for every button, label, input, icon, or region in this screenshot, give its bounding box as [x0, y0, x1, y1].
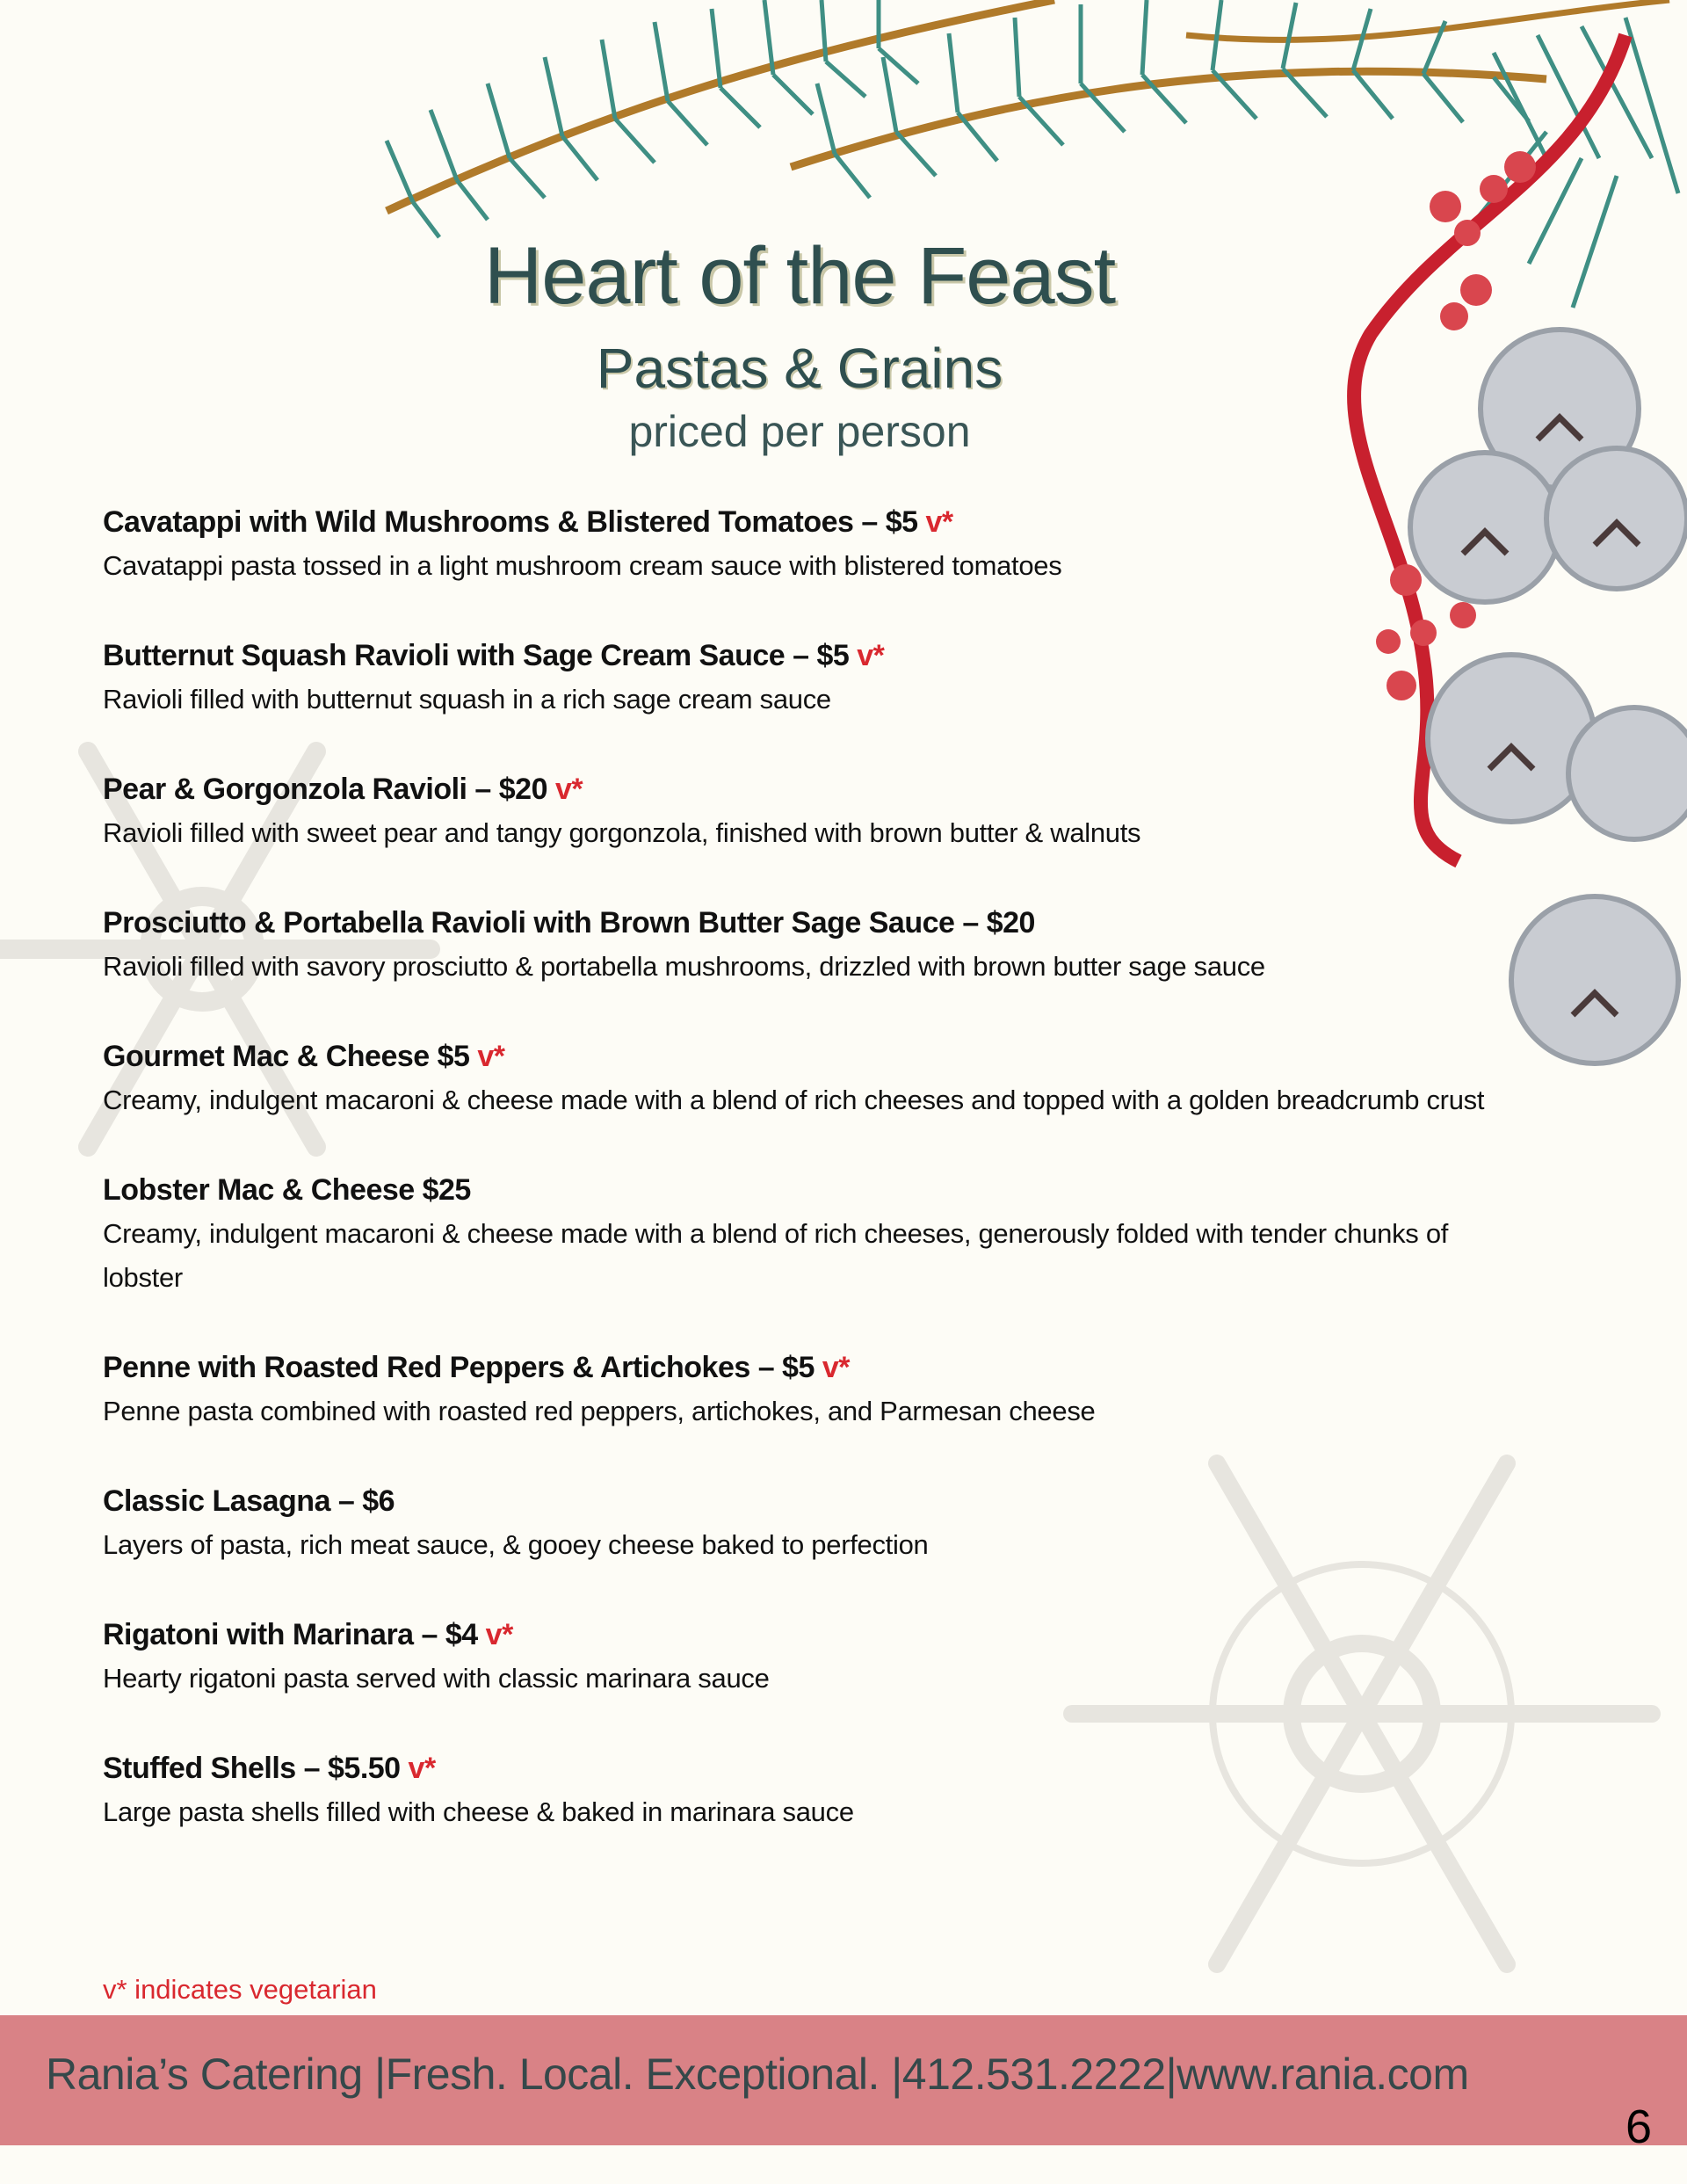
item-description: Creamy, indulgent macaroni & cheese made with a blend of rich cheeses, generously folded with tender chunks of lobster [103, 1218, 1449, 1293]
item-description: Ravioli filled with savory prosciutto & portabella mushrooms, drizzled with brown butter sage sauce [103, 951, 1265, 982]
page-title: Heart of the Feast [483, 231, 1116, 321]
vegetarian-badge: v* [857, 639, 885, 672]
menu-item [103, 1613, 1579, 1701]
menu-item [103, 634, 1579, 722]
item-title: Pear & Gorgonzola Ravioli – $20 [103, 773, 548, 806]
menu-item [103, 1034, 1579, 1122]
menu-item [103, 500, 1579, 588]
item-description: Penne pasta combined with roasted red peppers, artichokes, and Parmesan cheese [103, 1396, 1096, 1426]
vegetarian-badge: v* [554, 773, 583, 806]
menu-item [103, 1479, 1579, 1567]
menu-item [103, 1746, 1579, 1834]
item-title: Butternut Squash Ravioli with Sage Cream Sauce – $5 [103, 639, 850, 672]
footer-band [0, 2015, 1687, 2153]
menu-item [103, 1346, 1579, 1433]
item-description: Large pasta shells filled with cheese & baked in marinara sauce [103, 1796, 854, 1827]
vegetarian-badge: v* [925, 505, 953, 539]
item-description: Hearty rigatoni pasta served with classic marinara sauce [103, 1663, 770, 1694]
vegetarian-badge: v* [477, 1040, 505, 1073]
item-title: Prosciutto & Portabella Ravioli with Brown Butter Sage Sauce – $20 [103, 906, 1035, 940]
section-subtitle: Pastas & Grains [596, 337, 1003, 400]
vegetarian-badge: v* [408, 1752, 436, 1785]
menu-item [103, 767, 1579, 855]
item-description: Ravioli filled with butternut squash in a rich sage cream sauce [103, 684, 831, 715]
item-description: Layers of pasta, rich meat sauce, & gooey cheese baked to perfection [103, 1529, 929, 1560]
item-description: Cavatappi pasta tossed in a light mushroom cream sauce with blistered tomatoes [103, 550, 1062, 581]
footer-contact: Rania’s Catering |Fresh. Local. Exceptional. |412.531.2222|www.rania.com [46, 2050, 1469, 2099]
item-description: Ravioli filled with sweet pear and tangy gorgonzola, finished with brown butter & walnuts [103, 817, 1141, 848]
item-title: Gourmet Mac & Cheese $5 [103, 1040, 470, 1073]
item-title: Stuffed Shells – $5.50 [103, 1752, 401, 1785]
vegetarian-badge: v* [485, 1618, 513, 1651]
menu-item [103, 901, 1579, 989]
pricing-note: priced per person [628, 407, 971, 456]
item-title: Cavatappi with Wild Mushrooms & Blistered Tomatoes – $5 [103, 505, 918, 539]
item-title: Rigatoni with Marinara – $4 [103, 1618, 478, 1651]
vegetarian-badge: v* [822, 1351, 850, 1384]
item-title: Lobster Mac & Cheese $25 [103, 1173, 471, 1207]
item-title: Classic Lasagna – $6 [103, 1484, 395, 1518]
page-number: 6 [1625, 2101, 1652, 2153]
menu-list [103, 500, 1579, 1880]
vegetarian-legend: v* indicates vegetarian [103, 1974, 377, 2005]
item-title: Penne with Roasted Red Peppers & Artichokes – $5 [103, 1351, 815, 1384]
menu-item [103, 1168, 1579, 1300]
item-description: Creamy, indulgent macaroni & cheese made with a blend of rich cheeses and topped with a golden breadcrumb crust [103, 1085, 1485, 1115]
